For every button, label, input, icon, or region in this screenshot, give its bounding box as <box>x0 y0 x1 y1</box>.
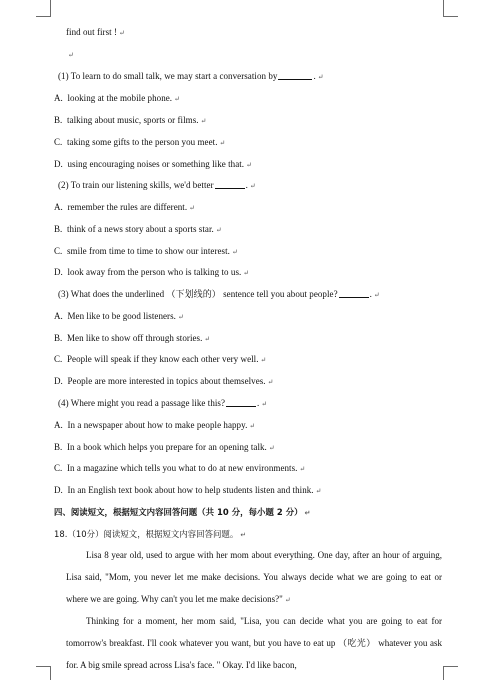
paragraph-mark-icon: ↵ <box>189 204 196 212</box>
question-4-option-b: B. In a book which helps you prepare for an opening talk. ↵ <box>54 442 275 452</box>
paragraph-mark-icon: ↵ <box>268 444 275 452</box>
question-4-stem: (4) Where might you read a passage like this? . ↵ <box>58 398 268 408</box>
crop-mark-bottom-left-h <box>36 666 51 667</box>
empty-line <box>66 48 74 61</box>
answer-blank <box>339 288 369 298</box>
answer-blank <box>226 397 256 407</box>
paragraph-mark-icon: ↵ <box>260 356 267 364</box>
passage-paragraph-2: Thinking for a moment, her mom said, "Lisa, you can decide what you are going to eat for tomorrow's breakfast. I'll cook whatever you want, but you have to eat up （吃光） whatever you ask for. A big smile spread across Lisa's face. " Okay. I'd like bacon, <box>66 616 442 670</box>
paragraph-mark-icon: ↵ <box>317 73 324 81</box>
question-18-label: 18.（10分）阅读短文，根据短文内容回答问题。 ↵ <box>54 529 247 539</box>
crop-mark-top-left-h <box>36 16 51 17</box>
crop-mark-top-right <box>443 0 444 16</box>
paragraph-mark-icon: ↵ <box>243 269 250 277</box>
paragraph-mark-icon: ↵ <box>119 29 125 37</box>
crop-mark-bottom-right-h <box>443 666 458 667</box>
intro-tail-line <box>66 26 125 39</box>
question-4-option-c: C. In a magazine which tells you what to do at new environments. ↵ <box>54 463 306 473</box>
question-4-option-d: D. In an English text book about how to help students listen and think. ↵ <box>54 485 322 495</box>
paragraph-mark-icon: ↵ <box>373 291 380 299</box>
question-4-option-a: A. In a newspaper about how to make people happy. ↵ <box>54 420 256 430</box>
question-3-option-a: A. Men like to be good listeners. ↵ <box>54 311 184 321</box>
question-3-option-d: D. People are more interested in topics about themselves. ↵ <box>54 376 274 386</box>
question-2-option-b: B. think of a news story about a sports star. ↵ <box>54 224 222 234</box>
question-2-option-c: C. smile from time to time to show our interest. ↵ <box>54 246 238 256</box>
paragraph-mark-icon: ↵ <box>215 226 222 234</box>
answer-blank <box>215 179 245 189</box>
question-3-option-b: B. Men like to show off through stories. ↵ <box>54 333 211 343</box>
paragraph-mark-icon: ↵ <box>231 248 238 256</box>
passage-paragraph-1: Lisa 8 year old, used to argue with her mom about everything. One day, after an hour of arguing, Lisa said, "Mom, you never let me make decisions. You always decide what we are going to eat or where we are going. Why can't you let me make decisions?" ↵ <box>66 550 442 604</box>
paragraph-mark-icon: ↵ <box>246 161 253 169</box>
answer-blank <box>278 70 312 80</box>
paragraph-mark-icon: ↵ <box>68 51 74 59</box>
paragraph-mark-icon: ↵ <box>200 117 207 125</box>
crop-mark-top-left <box>50 0 51 16</box>
paragraph-mark-icon: ↵ <box>177 313 184 321</box>
question-2-option-d: D. look away from the person who is talking to us. ↵ <box>54 267 250 277</box>
question-1-option-c: C. taking some gifts to the person you meet. ↵ <box>54 137 226 147</box>
section-heading: 四、阅读短文，根据短文内容回答问题（共 10 分，每小题 2 分） ↵ <box>54 507 311 517</box>
paragraph-mark-icon: ↵ <box>240 531 247 539</box>
paragraph-mark-icon: ↵ <box>204 335 211 343</box>
crop-mark-bottom-right <box>443 666 444 680</box>
crop-mark-top-right-h <box>443 16 458 17</box>
intro-tail-text: find out first ! <box>66 27 118 37</box>
crop-mark-bottom-left <box>50 666 51 680</box>
question-3-stem: (3) What does the underlined （下划线的） sentence tell you about people? . ↵ <box>58 289 380 299</box>
question-2-stem: (2) To train our listening skills, we'd better . ↵ <box>58 180 256 190</box>
paragraph-mark-icon: ↵ <box>261 400 268 408</box>
paragraph-mark-icon: ↵ <box>219 139 226 147</box>
paragraph-mark-icon: ↵ <box>249 422 256 430</box>
paragraph-mark-icon: ↵ <box>174 95 181 103</box>
paragraph-mark-icon: ↵ <box>315 487 322 495</box>
paragraph-mark-icon: ↵ <box>249 182 256 190</box>
paragraph-mark-icon: ↵ <box>267 378 274 386</box>
paragraph-mark-icon: ↵ <box>304 509 311 517</box>
paragraph-mark-icon: ↵ <box>299 465 306 473</box>
question-3-option-c: C. People will speak if they know each other very well. ↵ <box>54 354 267 364</box>
question-1-stem: (1) To learn to do small talk, we may start a conversation by . ↵ <box>58 71 324 81</box>
question-1-option-d: D. using encouraging noises or something like that. ↵ <box>54 159 253 169</box>
question-1-option-b: B. talking about music, sports or films. ↵ <box>54 115 207 125</box>
question-1-option-a: A. looking at the mobile phone. ↵ <box>54 93 181 103</box>
paragraph-mark-icon: ↵ <box>284 596 291 604</box>
question-2-option-a: A. remember the rules are different. ↵ <box>54 202 196 212</box>
